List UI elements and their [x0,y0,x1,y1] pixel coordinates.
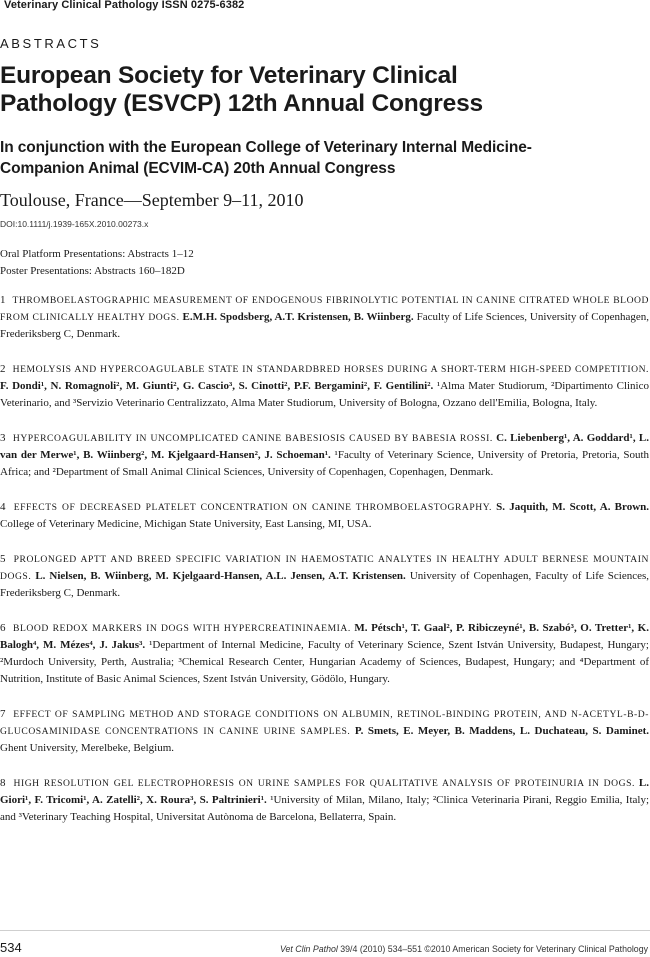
oral-presentations-note: Oral Platform Presentations: Abstracts 1–12 [0,248,194,260]
abstract-title: EFFECT OF SAMPLING METHOD AND STORAGE CONDITIONS ON ALBUMIN, RETINOL-BINDING PROTEIN, AND N-ACETYL-Β-D-GLUCOSAMINIDASE CONCENTRATIONS IN CANINE URINE SAMPLES. [0,709,650,737]
abstract-item [0,620,649,688]
abstract-number: 6 [0,622,6,634]
abstract-affiliation: Ghent University, Merelbeke, Belgium. [0,742,175,754]
abstract-authors: L. Nielsen, B. Wiinberg, M. Kjelgaard-Hansen, A.L. Jensen, A.T. Kristensen. [35,570,406,582]
abstract-number: 7 [0,708,6,720]
subtitle-line-1: In conjunction with the European College of Veterinary Internal Medicine- [0,139,532,156]
subtitle [0,137,650,179]
footer-journal-name: Vet Clin Pathol [279,944,338,954]
abstract-affiliation: University of Copenhagen, Faculty of Life Sciences, Frederiksberg C, Denmark. [0,570,650,599]
page-title [0,62,650,118]
abstract-item [0,775,649,826]
abstract-item [0,361,649,412]
abstracts-list [0,292,649,844]
title-line-2: Pathology (ESVCP) 12th Annual Congress [0,90,483,117]
abstract-authors: S. Jaquith, M. Scott, A. Brown. [496,501,650,513]
abstract-number: 5 [0,553,6,565]
title-line-1: European Society for Veterinary Clinical [0,62,458,89]
abstract-authors: C. Liebenberg¹, A. Goddard¹, L. van der Merwe¹, B. Wiinberg², M. Kjelgaard-Hansen², J. Schoeman¹. [0,432,650,461]
abstract-affiliation: Faculty of Life Sciences, University of Copenhagen, Frederiksberg C, Denmark. [0,311,650,340]
abstract-affiliation: College of Veterinary Medicine, Michigan State University, East Lansing, MI, USA. [0,518,372,530]
abstract-authors: F. Dondi¹, N. Romagnoli², M. Giunti², G. Cascio³, S. Cinotti², P.F. Bergamini², F. Gentilini². [0,380,434,392]
journal-header: Veterinary Clinical Pathology ISSN 0275-6382 [4,0,245,11]
congress-location: Toulouse, France—September 9–11, 2010 [0,190,304,210]
abstract-item [0,499,649,533]
abstract-title: THROMBOELASTOGRAPHIC MEASUREMENT OF ENDOGENOUS FIBRINOLYTIC POTENTIAL IN CANINE CITRATED WHOLE BLOOD FROM CLINICALLY HEALTHY DOGS. [0,295,649,323]
abstract-authors: M. Pétsch¹, T. Gaal², P. Ribiczeyné¹, B. Szabó³, O. Tretter¹, K. Balogh⁴, M. Mézes⁴, J. Jakus³. [0,622,649,651]
abstract-item [0,706,649,757]
doi-link[interactable]: DOI:10.1111/j.1939-165X.2010.00273.x [0,219,149,229]
abstract-number: 4 [0,501,6,513]
abstract-title: EFFECTS OF DECREASED PLATELET CONCENTRATION ON CANINE THROMBOELASTOGRAPHY. [13,502,492,513]
abstract-affiliation: ¹Faculty of Veterinary Science, University of Pretoria, Pretoria, South Africa; and ²Department of Small Animal Clinical Sciences, University of Copenhagen, Copenhagen, Denmark. [0,449,650,478]
abstract-item [0,292,649,343]
abstract-authors: L. Giori¹, F. Tricomi¹, A. Zatelli², X. Roura³, S. Paltrinieri¹. [0,777,649,806]
abstract-number: 1 [0,294,6,306]
subtitle-line-2: Companion Animal (ECVIM-CA) 20th Annual Congress [0,160,396,177]
abstract-item [0,551,649,602]
abstract-authors: P. Smets, E. Meyer, B. Maddens, L. Duchateau, S. Daminet. [354,725,649,737]
abstract-number: 3 [0,432,6,444]
abstract-title: PROLONGED APTT AND BREED SPECIFIC VARIATION IN HAEMOSTATIC ANALYTES IN HEALTHY ADULT BERNESE MOUNTAIN DOGS. [0,554,649,582]
footer-divider [0,930,650,931]
abstract-number: 2 [0,363,6,375]
abstract-title: HIGH RESOLUTION GEL ELECTROPHORESIS ON URINE SAMPLES FOR QUALITATIVE ANALYSIS OF PROTEINURIA IN DOGS. [13,778,635,789]
abstract-affiliation: ¹University of Milan, Milano, Italy; ²Clinica Veterinaria Pirani, Reggio Emilia, Italy; and ³Veterinary Teaching Hospital, Universitat Autònoma de Barcelona, Bellaterra, Spain. [0,794,649,823]
abstract-authors: E.M.H. Spodsberg, A.T. Kristensen, B. Wiinberg. [182,311,414,323]
abstract-title: HYPERCOAGULABILITY IN UNCOMPLICATED CANINE BABESIOSIS CAUSED BY BABESIA ROSSI. [12,433,493,444]
page-number: 534 [0,940,22,955]
section-label: ABSTRACTS [0,36,102,51]
abstract-title: BLOOD REDOX MARKERS IN DOGS WITH HYPERCREATININAEMIA. [13,623,351,634]
abstract-affiliation: ¹Department of Internal Medicine, Faculty of Veterinary Science, Szent István University, Budapest, Hungary; ²Murdoch University, Perth, Australia; ³Chemical Research Center, Hungarian Academy of Sciences, Budapest, Hungary; and ⁴Department of Nutrition, Institute of Basic Animal Sciences, Szent István University, Gödölo, Hungary. [0,639,649,685]
abstract-number: 8 [0,777,6,789]
abstract-item [0,430,649,481]
footer-citation [280,944,648,954]
poster-presentations-note: Poster Presentations: Abstracts 160–182D [0,265,185,277]
footer-citation-text: 39/4 (2010) 534–551 ©2010 American Society for Veterinary Clinical Pathology [337,944,648,954]
abstract-title: HEMOLYSIS AND HYPERCOAGULABLE STATE IN STANDARDBRED HORSES DURING A SHORT-TERM HIGH-SPEED COMPETITION. [12,364,649,375]
abstract-affiliation: ¹Alma Mater Studiorum, ²Dipartimento Clinico Veterinario, and ³Servizio Veterinario Centralizzato, Alma Mater Studiorum, University of Bologna, Ozzano dell'Emilia, Bologna, Italy. [0,380,649,409]
